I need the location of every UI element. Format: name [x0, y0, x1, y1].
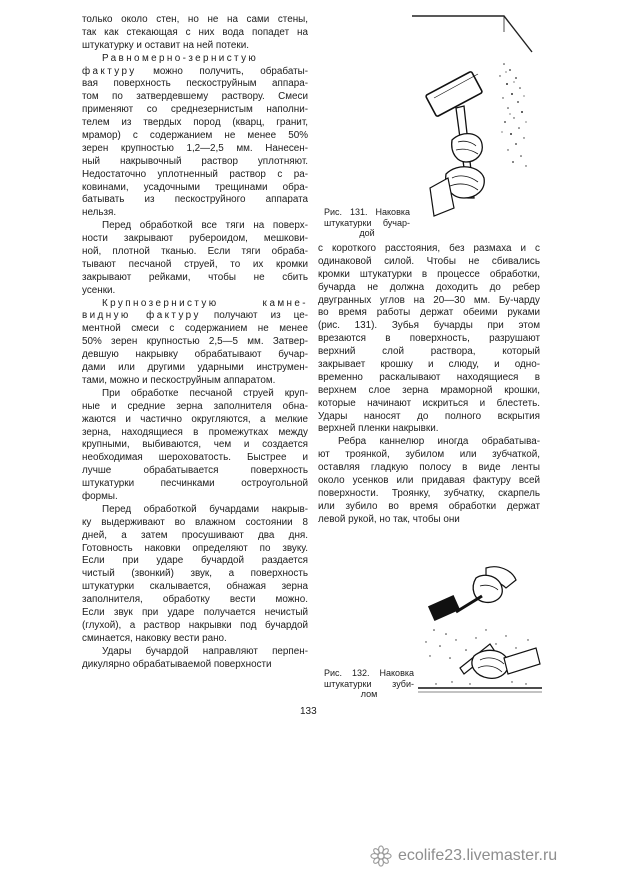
- text-line: (глухой), а раствор накрывки под бучардой: [82, 619, 308, 631]
- caption-line: лом: [360, 689, 378, 699]
- watermark-text: ecolife23.livemaster.ru: [398, 847, 558, 864]
- caption-line: дой: [359, 228, 375, 238]
- text-line: только около стен, но не на сами стены,: [82, 14, 308, 25]
- text-line: закрывает крошку и слюду, и одно-: [318, 359, 540, 371]
- text-line: применяют со среднезернистым наполни-: [82, 104, 308, 116]
- text-line: тами, можно и пескоструйным аппаратом.: [82, 374, 276, 386]
- figure-131-caption: [324, 207, 410, 239]
- text-line: крупными, выбиваются, чем и создается: [82, 439, 308, 451]
- text-line: 50% зерен крупностью 2,5—5 мм. Затвер-: [82, 336, 308, 348]
- figure-132-illustration: [416, 560, 544, 702]
- text-line: ности закрывают рубероидом, мешкови-: [82, 233, 308, 245]
- text-line: которые начинают искриться и блестеть.: [318, 397, 540, 409]
- watermark: [370, 843, 557, 869]
- text-line: верхней пленки накрывки.: [318, 423, 439, 435]
- text-line: ют троянкой, зубилом или зубчаткой,: [318, 449, 540, 461]
- text-line: девшую накрывку обрабатывают бучар-: [82, 349, 308, 361]
- caption-line: Рис. 132. Наковка: [324, 668, 414, 678]
- text-line: или зубило во время обработки держат: [318, 500, 540, 512]
- text-line: одинаковой силой. Чтобы не сбивались: [318, 255, 540, 267]
- text-line: зерна, находящиеся в промежутках между: [82, 426, 308, 438]
- emphasized-term: видную фактуру: [82, 310, 201, 322]
- text-line: Удары бучардой направляют перпен-: [102, 645, 308, 657]
- text-line: верхний слой раствора, который: [318, 346, 540, 358]
- text-line: во время работы держат обеими руками: [318, 307, 540, 319]
- text-line: Перед обработкой все тяги на поверх-: [102, 220, 308, 232]
- text-line: штукатурки песчинками остроугольной: [82, 478, 308, 490]
- text-line: бучарда не должна доходить до ребер: [318, 281, 540, 293]
- text-line: жаются и частично округляются, а мелкие: [82, 413, 308, 425]
- text-line: штукатурки скалывается, обнажая зерна: [82, 581, 308, 593]
- text-line: поверхности. Троянку, зубчатку, скарпель: [318, 487, 540, 499]
- text-line: чистый (звонкий) звук, а поверхность: [82, 568, 308, 580]
- text-line: двугранных углов на 20—30 мм. Бу-чарду: [318, 294, 540, 306]
- text-line: ку выдерживают во влажном состоянии 8: [82, 516, 308, 528]
- text-line: вая поверхность пескоструйным аппара-: [82, 78, 308, 90]
- text-line: врезаются в поверхность, разрушают: [318, 333, 540, 345]
- text-line: Недостаточно уплотненный раствор с ра-: [82, 168, 308, 180]
- text-line: левой рукой, но так, чтобы они: [318, 513, 460, 525]
- text-line: оставляя гладкую полосу в виде ленты: [318, 462, 540, 474]
- text-line: мрамор) с содержанием не менее 50%: [82, 130, 308, 142]
- text-line: Перед обработкой бучардами накрыв-: [102, 503, 308, 515]
- text-line: телем из твердых пород (кварц, гранит,: [82, 117, 308, 129]
- text-line: необходимая шероховатость. Быстрее и: [82, 452, 308, 464]
- text-line: фактуру можно получить, обрабаты-: [82, 65, 308, 77]
- figure-132-caption: [324, 668, 414, 700]
- text-line: верхнем слое зерна мраморной крошки,: [318, 384, 540, 396]
- text-line: закрывают рейками, чтобы не сбить: [82, 271, 308, 283]
- text-line: Если при ударе бучардой раздается: [82, 555, 308, 567]
- text-line: дикулярно обрабатываемой поверхности: [82, 658, 272, 670]
- text-line: временно раскалывают находящиеся в: [318, 371, 540, 383]
- text-line: сминается, наковку вести рано.: [82, 632, 227, 644]
- text-line: дами или другими ударными инструмен-: [82, 362, 308, 374]
- text-line: усенки.: [82, 284, 116, 296]
- text-line: Удары наносят до полного вскрытия: [318, 410, 540, 422]
- text-line: Готовность наковки определяют по звуку.: [82, 542, 308, 554]
- text-line: видную фактуру получают из це-: [82, 310, 308, 322]
- text-line: нельзя.: [82, 207, 117, 219]
- text-line: ные и средние зерна заполнителя обна-: [82, 400, 308, 412]
- text-line: штукатурку и оставит на ней потеки.: [82, 39, 249, 51]
- text-line: Равномерно-зернистую: [102, 52, 259, 64]
- caption-line: штукатурки бучар-: [324, 217, 410, 228]
- figure-131-illustration: [408, 12, 540, 218]
- text-line: (рис. 131). Зубья бучарды при этом: [318, 320, 540, 332]
- text-line: ной, плотной тканью. Если тяги обраба-: [82, 246, 308, 258]
- text-line: Если звук при ударе получается нечистый: [82, 606, 308, 618]
- text-line: так как стекающая с них вода попадет на: [82, 26, 308, 38]
- text-line: около усенков или придавая фактуру всей: [318, 475, 540, 487]
- text-line: кромки штукатурки в процессе обработки,: [318, 268, 540, 280]
- text-line: с короткого расстояния, без размаха и с: [318, 243, 540, 254]
- text-line: том по затвердевшему раствору. Смеси: [82, 91, 308, 103]
- text-line: формы.: [82, 490, 118, 502]
- caption-line: штукатурки зуби-: [324, 678, 414, 689]
- text-line: Ребра каннелюр иногда обрабатыва-: [338, 436, 540, 448]
- text-line: дней, а затем просушивают два дня.: [82, 529, 308, 541]
- text-line: ковинами, усадочными трещинами обра-: [82, 181, 308, 193]
- caption-line: Рис. 131. Наковка: [324, 207, 410, 217]
- left-column: [82, 14, 308, 671]
- text-line: батывать из пескоструйного аппарата: [82, 194, 308, 206]
- page-number: 133: [300, 706, 317, 717]
- text-line: лучше обрабатывается поверхность: [82, 465, 308, 477]
- text-line: ный накрывочный раствор уплотняют.: [82, 155, 308, 167]
- text-line: Крупнозернистую камне-: [102, 297, 308, 309]
- text-line: заполнителя, обработку вести можно.: [82, 594, 308, 606]
- right-column: [318, 243, 540, 527]
- emphasized-term: фактуру: [82, 65, 137, 77]
- flower-icon: [370, 845, 392, 867]
- text-line: зерен крупностью 1,2—2,5 мм. Нанесен-: [82, 142, 308, 154]
- text-line: При обработке песчаной струей круп-: [102, 387, 308, 399]
- text-line: ментной смеси с содержанием не менее: [82, 323, 308, 335]
- text-line: тывают песчаной струей, то их кромки: [82, 258, 308, 270]
